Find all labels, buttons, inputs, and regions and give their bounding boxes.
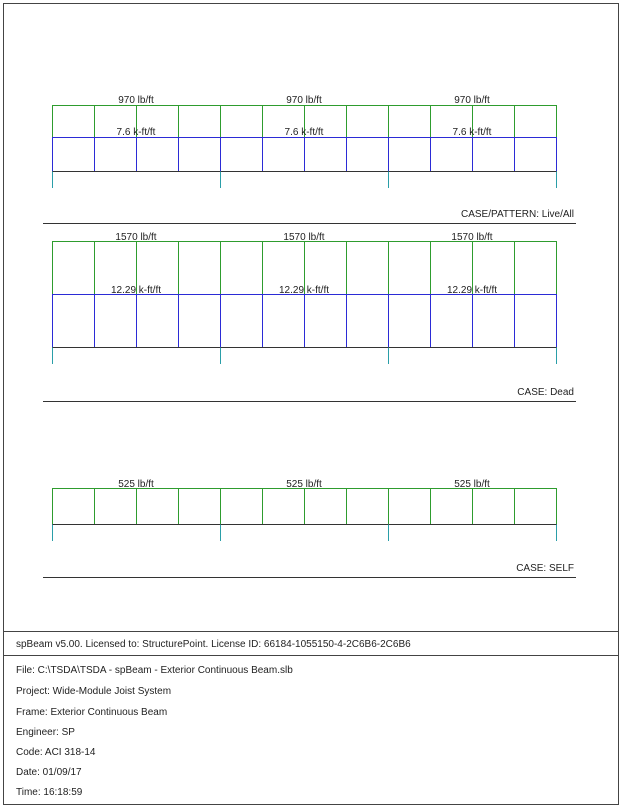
info-date: Date: 01/09/17 [16, 767, 82, 778]
moment-load-label: 12.29 k-ft/ft [446, 285, 498, 296]
panel-self [52, 479, 557, 541]
license-bar [3, 631, 619, 656]
uniform-load-label: 525 lb/ft [118, 479, 154, 490]
info-file: File: C:\TSDA\TSDA - spBeam - Exterior Continuous Beam.slb [16, 665, 293, 676]
case-label-self: CASE: SELF [516, 563, 574, 574]
moment-load-label: 7.6 k-ft/ft [116, 127, 156, 138]
case-label-live: CASE/PATTERN: Live/All [461, 209, 574, 220]
moment-load-block [53, 138, 557, 172]
uniform-load-block [53, 489, 557, 525]
info-project: Project: Wide-Module Joist System [16, 686, 172, 697]
uniform-load-label: 970 lb/ft [118, 95, 154, 106]
info-code: Code: ACI 318-14 [16, 747, 96, 758]
panel-live [52, 95, 557, 188]
info-engineer: Engineer: SP [16, 727, 75, 738]
moment-load-label: 7.6 k-ft/ft [452, 127, 492, 138]
case-label-dead: CASE: Dead [517, 387, 574, 398]
uniform-load-label: 970 lb/ft [286, 95, 322, 106]
moment-load-block [53, 295, 557, 348]
uniform-load-label: 1570 lb/ft [115, 232, 157, 243]
panel-dead [52, 232, 557, 364]
support-ticks [53, 172, 557, 189]
case-divider [43, 223, 576, 224]
uniform-load-label: 970 lb/ft [454, 95, 490, 106]
moment-load-label: 7.6 k-ft/ft [284, 127, 324, 138]
moment-load-label: 12.29 k-ft/ft [278, 285, 330, 296]
support-ticks [53, 525, 557, 542]
case-divider [43, 401, 576, 402]
license-text: spBeam v5.00. Licensed to: StructurePoint. License ID: 66184-1055150-4-2C6B6-2C6B6 [16, 639, 411, 650]
moment-load-label: 12.29 k-ft/ft [110, 285, 162, 296]
uniform-load-label: 525 lb/ft [286, 479, 322, 490]
uniform-load-label: 1570 lb/ft [451, 232, 493, 243]
uniform-load-label: 525 lb/ft [454, 479, 490, 490]
info-frame: Frame: Exterior Continuous Beam [16, 707, 168, 718]
case-divider [43, 577, 576, 578]
info-time: Time: 16:18:59 [16, 787, 83, 798]
support-ticks [53, 348, 557, 365]
uniform-load-label: 1570 lb/ft [283, 232, 325, 243]
